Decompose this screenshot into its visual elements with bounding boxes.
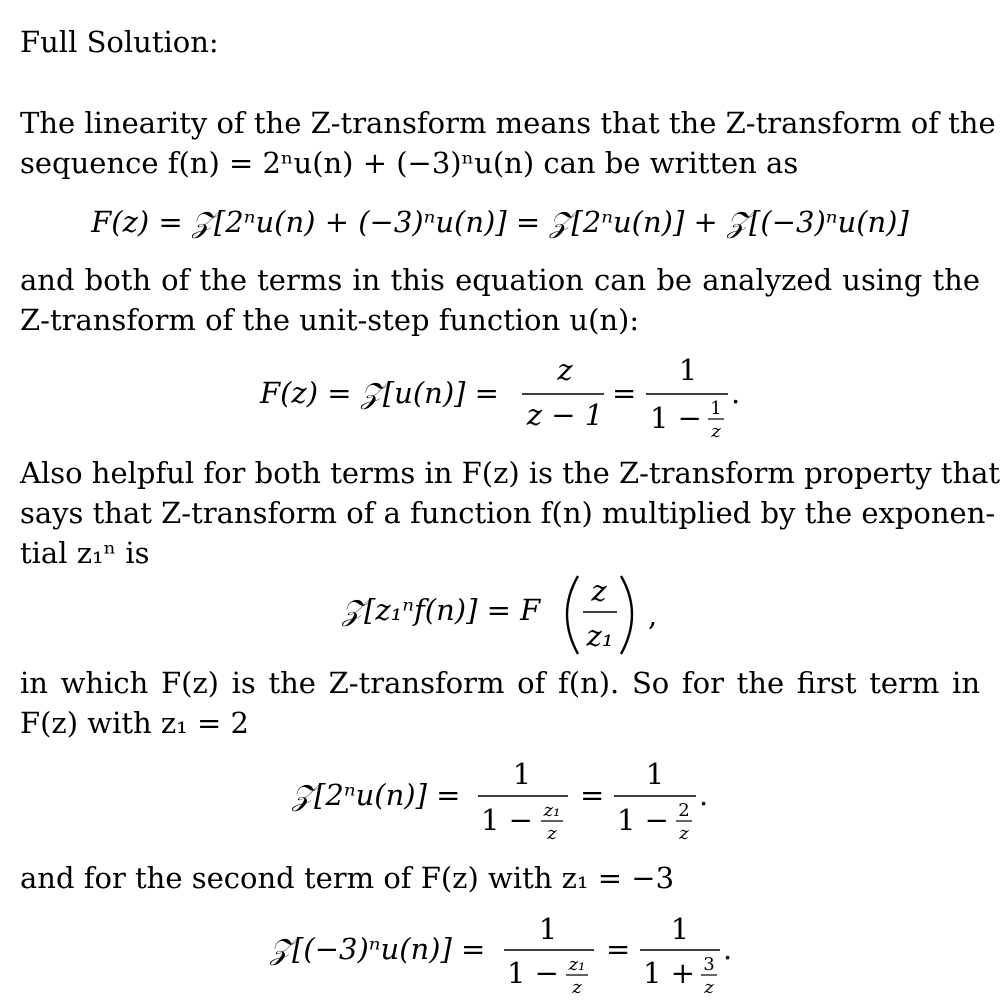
equation-4 (0, 752, 1000, 847)
equation-4-frac1-den-left: 1 − (481, 803, 533, 837)
paragraph-3-line-2: says that Z-transform of a function f(n) multiplied by the exponen- (20, 496, 996, 530)
equation-5-frac1-numerator: 1 (538, 912, 558, 946)
paragraph-3-line-1: Also helpful for both terms in F(z) is the Z-transform property that (20, 456, 1000, 490)
equation-2 (0, 350, 1000, 445)
equation-2-end: . (731, 376, 741, 410)
equation-3-end: , (648, 598, 658, 632)
equation-5-lhs: 𝒵[(−3)ⁿu(n)] = (270, 932, 486, 966)
equation-3-denominator: z₁ (586, 619, 614, 653)
equation-5 (0, 903, 1000, 998)
equation-4-frac1-numerator: 1 (512, 757, 532, 791)
equation-4-inner2-denominator: z (679, 823, 689, 844)
equation-5-frac2-numerator: 1 (670, 912, 690, 946)
equation-4-inner2-numerator: 2 (678, 800, 690, 821)
equation-4-inner1-numerator: z₁ (543, 800, 561, 821)
equation-4-frac2-numerator: 1 (645, 757, 665, 791)
equation-4-end: . (699, 778, 709, 812)
equation-5-inner1-numerator: z₁ (568, 954, 586, 975)
equation-3-numerator: z (591, 574, 607, 608)
paragraph-2-line-1: and both of the terms in this equation can be analyzed using the (20, 263, 980, 297)
equation-5-end: . (723, 932, 733, 966)
equation-5-equals: = (606, 932, 631, 966)
equation-5-frac1-den-left: 1 − (507, 956, 559, 990)
paragraph-3-line-3: tial z₁ⁿ is (20, 536, 150, 570)
paragraph-4-line-2: F(z) with z₁ = 2 (20, 706, 249, 740)
equation-2-frac2-numerator: 1 (678, 353, 698, 387)
equation-3-right-paren (621, 576, 632, 654)
equation-2-frac1-numerator: z (557, 353, 573, 387)
equation-3-left-paren (567, 576, 578, 654)
equation-4-equals: = (580, 778, 605, 812)
equation-4-frac2-den-left: 1 − (617, 803, 669, 837)
paragraph-4-line-1: in which F(z) is the Z-transform of f(n). So for the first term in (20, 666, 980, 700)
equation-2-lhs: F(z) = 𝒵[u(n)] = (260, 376, 499, 410)
equation-2-frac1-denominator: z − 1 (526, 398, 604, 432)
paragraph-1-line-2: sequence f(n) = 2ⁿu(n) + (−3)ⁿu(n) can be written as (20, 146, 799, 180)
equation-3 (0, 568, 1000, 660)
paragraph-1-line-1: The linearity of the Z-transform means that the Z-transform of the (20, 106, 996, 140)
equation-2-equals: = (612, 376, 637, 410)
section-heading: Full Solution: (20, 25, 219, 59)
equation-2-inner-numerator: 1 (710, 398, 722, 419)
equation-4-inner1-denominator: z (547, 823, 557, 844)
equation-5-inner1-denominator: z (572, 977, 582, 998)
equation-3-lhs: 𝒵[z₁ⁿf(n)] = F (342, 593, 541, 627)
equation-4-lhs: 𝒵[2ⁿu(n)] = (292, 778, 461, 812)
equation-2-inner-denominator: z (711, 421, 721, 442)
equation-2-frac2-den-left: 1 − (650, 401, 702, 435)
equation-5-inner2-denominator: z (704, 977, 714, 998)
equation-5-inner2-numerator: 3 (703, 954, 715, 975)
equation-5-frac2-den-left: 1 + (643, 956, 695, 990)
equation-1-text: F(z) = 𝒵[2ⁿu(n) + (−3)ⁿu(n)] = 𝒵[2ⁿu(n)] + 𝒵[(−3)ⁿu(n)] (91, 205, 909, 239)
paragraph-2-line-2: Z-transform of the unit-step function u(n): (20, 303, 640, 337)
paragraph-5: and for the second term of F(z) with z₁ = −3 (20, 861, 675, 895)
equation-1 (0, 200, 1000, 244)
